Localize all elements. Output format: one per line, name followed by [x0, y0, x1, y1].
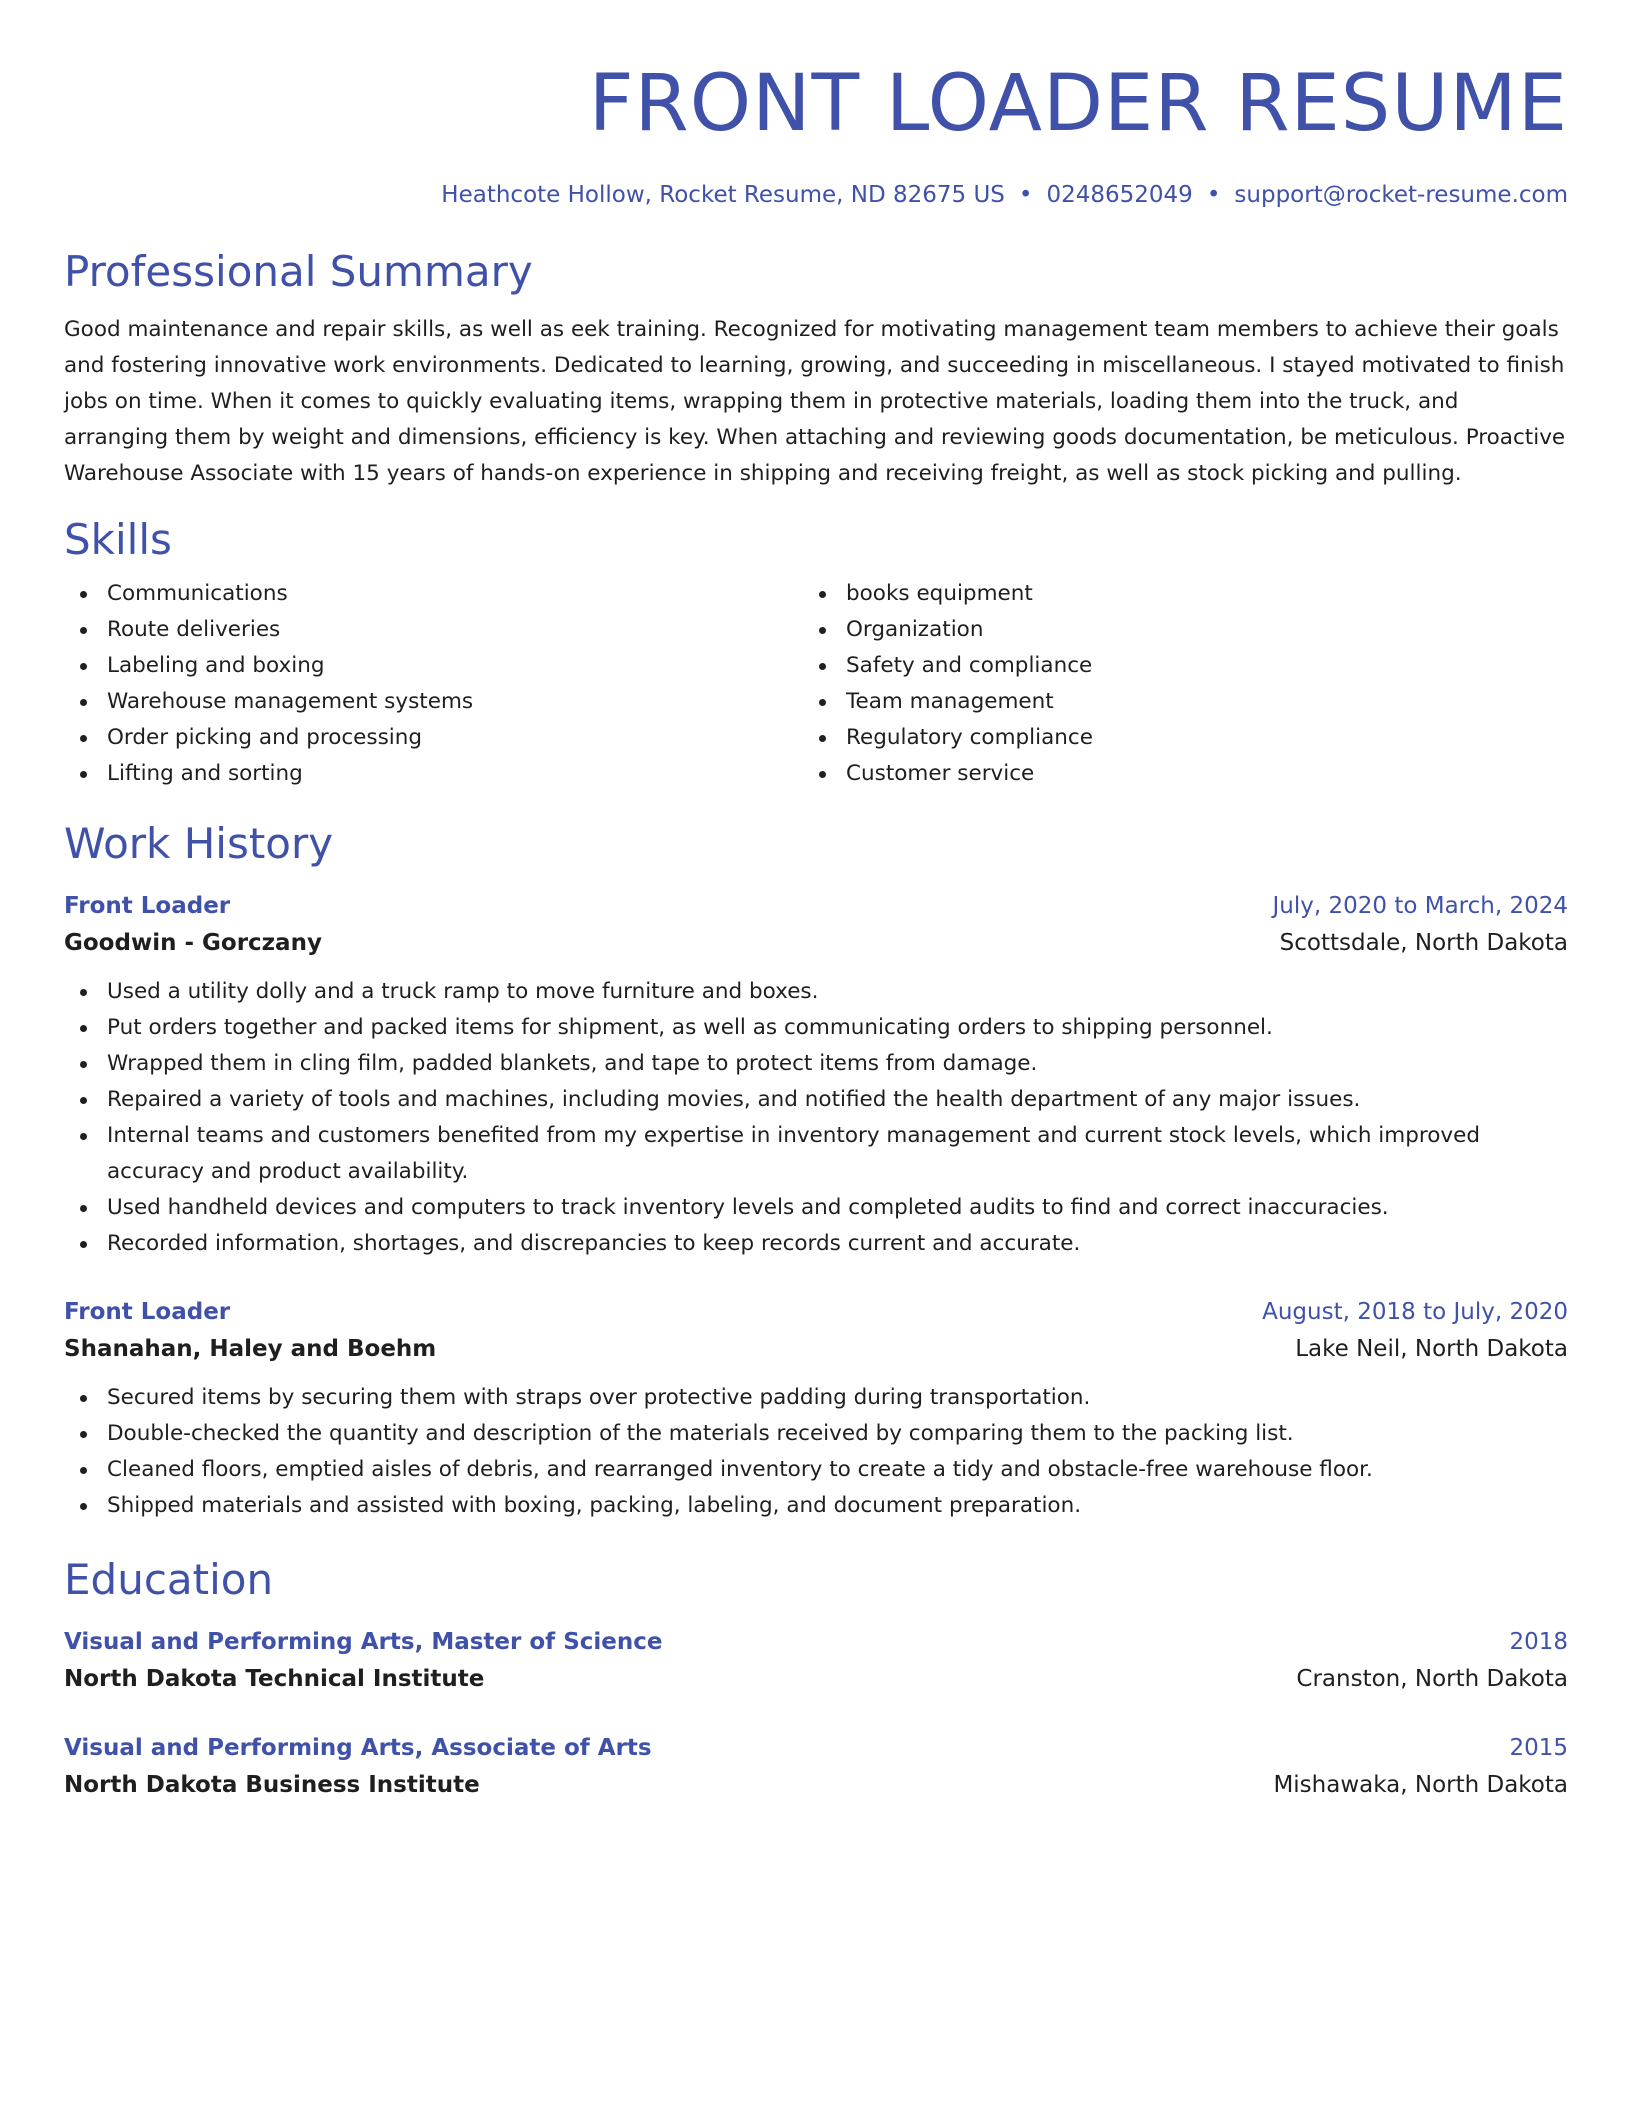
job-bullet: Used handheld devices and computers to track inventory levels and completed audits to find and correct inaccuracies. [64, 1190, 1568, 1226]
job-title-row [64, 1294, 1568, 1330]
skill-item: Customer service [803, 756, 1542, 792]
work-history-heading: Work History [64, 819, 334, 868]
skill-item: Regulatory compliance [803, 720, 1542, 756]
skills-heading: Skills [64, 515, 172, 564]
education-year: 2018 [1509, 1629, 1568, 1655]
job-title-row [64, 888, 1568, 924]
education-school: North Dakota Business Institute [64, 1772, 480, 1798]
job-location: Lake Neil, North Dakota [1295, 1336, 1568, 1362]
skill-item: Order picking and processing [64, 720, 803, 756]
education-location: Cranston, North Dakota [1296, 1666, 1568, 1692]
education-school: North Dakota Technical Institute [64, 1666, 485, 1692]
job-title: Front Loader [64, 893, 231, 919]
education-location: Mishawaka, North Dakota [1273, 1772, 1568, 1798]
education-degree: Visual and Performing Arts, Master of Science [64, 1629, 663, 1655]
education-heading: Education [64, 1555, 274, 1604]
job-company: Shanahan, Haley and Boehm [64, 1336, 437, 1362]
job-bullet: Secured items by securing them with straps over protective padding during transportation. [64, 1380, 1568, 1416]
job-dates: July, 2020 to March, 2024 [1272, 893, 1568, 919]
summary-heading: Professional Summary [64, 247, 533, 296]
skill-item: books equipment [803, 576, 1542, 612]
job-bullet: Used a utility dolly and a truck ramp to move furniture and boxes. [64, 974, 1568, 1010]
job-company-row [64, 1330, 1568, 1368]
skill-item: Route deliveries [64, 612, 803, 648]
contact-separator: • [1018, 182, 1033, 208]
education-school-row [64, 1766, 1568, 1804]
skills-column-left [64, 576, 803, 792]
job-bullets [64, 1380, 1568, 1524]
job-company: Goodwin - Gorczany [64, 930, 322, 956]
job-location: Scottsdale, North Dakota [1279, 930, 1568, 956]
education-school-row [64, 1660, 1568, 1698]
skills-list [64, 576, 1568, 792]
skill-item: Safety and compliance [803, 648, 1542, 684]
job-company-row [64, 924, 1568, 962]
contact-line [64, 178, 1568, 212]
skills-column-right [803, 576, 1542, 792]
job-bullet: Double-checked the quantity and description of the materials received by comparing them to the packing list. [64, 1416, 1568, 1452]
job-bullet: Put orders together and packed items for shipment, as well as communicating orders to shipping personnel. [64, 1010, 1568, 1046]
job-entry [64, 888, 1568, 1262]
skill-item: Lifting and sorting [64, 756, 803, 792]
job-bullet: Internal teams and customers benefited from my expertise in inventory management and current stock levels, which improved accuracy and product availability. [64, 1118, 1568, 1190]
job-bullet: Cleaned floors, emptied aisles of debris, and rearranged inventory to create a tidy and obstacle-free warehouse floor. [64, 1452, 1568, 1488]
skill-item: Warehouse management systems [64, 684, 803, 720]
job-bullet: Shipped materials and assisted with boxing, packing, labeling, and document preparation. [64, 1488, 1568, 1524]
job-bullet: Repaired a variety of tools and machines, including movies, and notified the health department of any major issues. [64, 1082, 1568, 1118]
contact-address: Heathcote Hollow, Rocket Resume, ND 82675 US [441, 182, 1005, 208]
job-bullet: Recorded information, shortages, and discrepancies to keep records current and accurate. [64, 1226, 1568, 1262]
education-entry [64, 1730, 1568, 1804]
skill-item: Labeling and boxing [64, 648, 803, 684]
education-entry [64, 1624, 1568, 1698]
education-degree-row [64, 1730, 1568, 1766]
job-title: Front Loader [64, 1299, 231, 1325]
job-entry [64, 1294, 1568, 1524]
skill-item: Team management [803, 684, 1542, 720]
skill-item: Organization [803, 612, 1542, 648]
contact-email: support@rocket-resume.com [1234, 182, 1568, 208]
contact-separator: • [1206, 182, 1221, 208]
job-bullets [64, 974, 1568, 1262]
education-degree-row [64, 1624, 1568, 1660]
summary-text: Good maintenance and repair skills, as well as eek training. Recognized for motivating management team members to achieve their goals and fostering innovative work environments. Dedicated to learning, growing, and succeeding in miscellaneous. I stayed motivated to finish jobs on time. When it comes to quickly evaluating items, wrapping them in protective materials, loading them into the truck, and arranging them by weight and dimensions, efficiency is key. When attaching and reviewing goods documentation, be meticulous. Proactive Warehouse Associate with 15 years of hands-on experience in shipping and receiving freight, as well as stock picking and pulling. [64, 317, 1566, 486]
contact-phone: 0248652049 [1046, 182, 1193, 208]
job-dates: August, 2018 to July, 2020 [1262, 1299, 1568, 1325]
job-bullet: Wrapped them in cling film, padded blankets, and tape to protect items from damage. [64, 1046, 1568, 1082]
education-year: 2015 [1509, 1735, 1568, 1761]
resume-name: FRONT LOADER RESUME [588, 59, 1568, 149]
education-degree: Visual and Performing Arts, Associate of Arts [64, 1735, 652, 1761]
skill-item: Communications [64, 576, 803, 612]
